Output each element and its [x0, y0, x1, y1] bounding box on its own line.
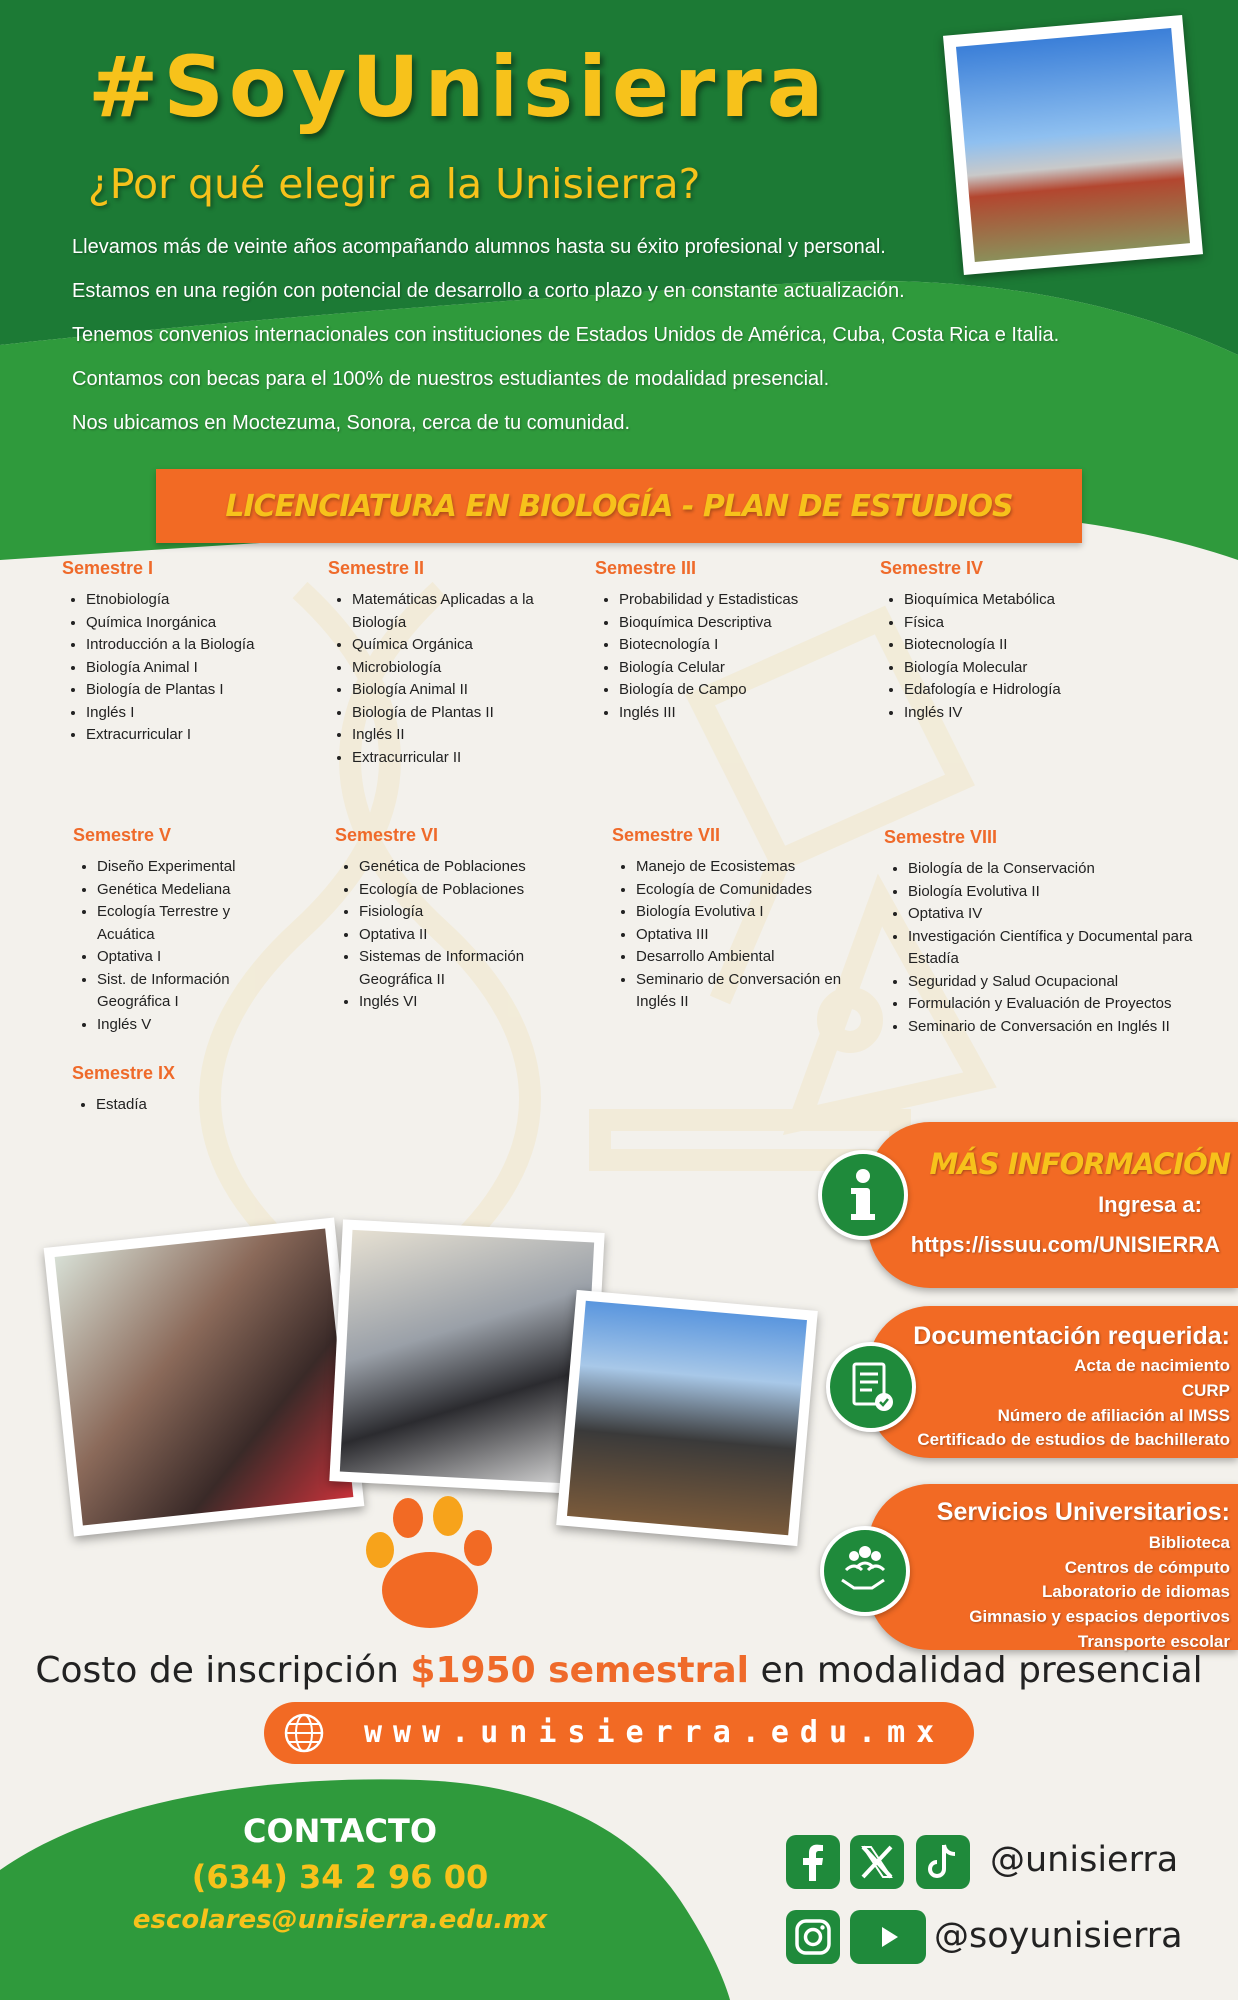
document-check-icon — [826, 1342, 916, 1432]
semester-title: Semestre II — [328, 558, 425, 578]
website-url[interactable]: www.unisierra.edu.mx — [364, 1715, 946, 1750]
course-item: • Optativa IV — [908, 903, 1204, 926]
course-item: • Inglés III — [619, 702, 855, 725]
service-item: Biblioteca — [1148, 1533, 1230, 1552]
course-item: • Ecología de Poblaciones — [359, 879, 570, 902]
course-item: • Microbiología — [352, 657, 568, 680]
document-item: Acta de nacimiento — [1074, 1356, 1230, 1375]
community-hands-icon — [820, 1526, 910, 1616]
facebook-icon[interactable] — [786, 1835, 840, 1889]
contact-phone[interactable]: (634) 34 2 96 00 — [191, 1858, 489, 1896]
course-item: • Física — [904, 612, 1180, 635]
semester-9 — [72, 1063, 282, 1117]
course-item: • Biotecnología II — [904, 634, 1180, 657]
cost-suffix: en modalidad presencial — [760, 1650, 1203, 1691]
semester-title: Semestre IX — [72, 1063, 176, 1083]
subtitle: ¿Por qué elegir a la Unisierra? — [88, 160, 701, 208]
field-photo — [556, 1290, 818, 1546]
semester-title: Semestre VI — [335, 825, 439, 845]
course-item: • Sist. de Información Geográfica I — [97, 969, 283, 1014]
reasons-list — [72, 232, 1059, 452]
students-photo — [44, 1218, 365, 1537]
semester-5 — [73, 825, 283, 1036]
more-info-title: MÁS INFORMACIÓN — [929, 1147, 1230, 1181]
youtube-icon[interactable] — [850, 1910, 926, 1964]
reason-item: Nos ubicamos en Moctezuma, Sonora, cerca de tu comunidad. — [72, 412, 631, 434]
semester-title: Semestre III — [595, 558, 697, 578]
course-item: • Sistemas de Información Geográfica II — [359, 946, 570, 991]
course-item: • Seminario de Conversación en Inglés II — [908, 1016, 1204, 1039]
curriculum-title: LICENCIATURA EN BIOLOGÍA - PLAN DE ESTUDIOS — [225, 488, 1013, 524]
course-item: • Biología de Plantas II — [352, 702, 568, 725]
service-item: Laboratorio de idiomas — [1042, 1582, 1230, 1601]
reason-item: Llevamos más de veinte años acompañando alumnos hasta su éxito profesional y personal. — [72, 236, 886, 258]
course-item: • Biología Evolutiva I — [636, 901, 852, 924]
social-handle-2[interactable]: @soyunisierra — [934, 1916, 1183, 1956]
course-item: • Estadía — [96, 1094, 282, 1117]
course-item: • Genética Medeliana — [97, 879, 283, 902]
document-item: CURP — [1181, 1381, 1230, 1400]
enrollment-cost — [0, 1650, 1238, 1691]
semester-7 — [612, 825, 852, 1014]
contact-title: CONTACTO — [242, 1812, 438, 1850]
reason-item: Tenemos convenios internacionales con instituciones de Estados Unidos de América, Cuba, Costa Rica e Italia. — [72, 324, 1060, 346]
course-item: • Inglés VI — [359, 991, 570, 1014]
course-item: • Manejo de Ecosistemas — [636, 856, 852, 879]
cost-amount: $1950 semestral — [410, 1650, 749, 1691]
course-item: • Etnobiología — [86, 589, 297, 612]
course-item: • Química Orgánica — [352, 634, 568, 657]
course-item: • Ecología de Comunidades — [636, 879, 852, 902]
semester-title: Semestre IV — [880, 558, 984, 578]
course-item: • Extracurricular II — [352, 747, 568, 770]
course-item: • Seminario de Conversación en Inglés II — [636, 969, 852, 1014]
course-item: • Diseño Experimental — [97, 856, 283, 879]
course-item: • Biología Celular — [619, 657, 855, 680]
course-item: • Introducción a la Biología — [86, 634, 297, 657]
course-item: • Fisiología — [359, 901, 570, 924]
semester-3 — [595, 558, 855, 724]
website-pill[interactable] — [264, 1702, 974, 1764]
hashtag-title: #SoyUnisierra — [88, 38, 829, 136]
course-item: • Biología Animal II — [352, 679, 568, 702]
course-item: • Inglés IV — [904, 702, 1180, 725]
more-info-link[interactable]: https://issuu.com/UNISIERRA — [910, 1232, 1220, 1257]
course-item: • Desarrollo Ambiental — [636, 946, 852, 969]
course-item: • Química Inorgánica — [86, 612, 297, 635]
course-item: • Genética de Poblaciones — [359, 856, 570, 879]
semester-title: Semestre VII — [612, 825, 721, 845]
course-item: • Ecología Terrestre y Acuática — [97, 901, 283, 946]
paw-print-icon — [360, 1490, 500, 1640]
cost-prefix: Costo de inscripción — [35, 1650, 399, 1691]
course-item: • Biología Molecular — [904, 657, 1180, 680]
semester-title: Semestre I — [62, 558, 154, 578]
document-item: Certificado de estudios de bachillerato — [917, 1430, 1230, 1449]
semester-title: Semestre VIII — [884, 827, 998, 847]
instagram-icon[interactable] — [786, 1910, 840, 1964]
course-item: • Matemáticas Aplicadas a la Biología — [352, 589, 568, 634]
course-item: • Inglés II — [352, 724, 568, 747]
course-item: • Probabilidad y Estadisticas — [619, 589, 855, 612]
curriculum-banner — [156, 469, 1082, 543]
course-item: • Optativa I — [97, 946, 283, 969]
semester-2 — [328, 558, 568, 769]
semester-6 — [335, 825, 570, 1014]
tiktok-icon[interactable] — [916, 1835, 970, 1889]
course-item: • Optativa III — [636, 924, 852, 947]
globe-icon — [282, 1711, 326, 1755]
course-item: • Biotecnología I — [619, 634, 855, 657]
course-item: • Inglés V — [97, 1014, 283, 1037]
documents-panel — [868, 1306, 1238, 1458]
course-item: • Bioquímica Descriptiva — [619, 612, 855, 635]
social-handle-1[interactable]: @unisierra — [990, 1840, 1179, 1880]
course-item: • Investigación Científica y Documental para Estadía — [908, 926, 1204, 971]
course-item: • Formulación y Evaluación de Proyectos — [908, 993, 1204, 1016]
course-item: • Biología de la Conservación — [908, 858, 1204, 881]
campus-photo — [943, 15, 1203, 275]
reason-item: Estamos en una región con potencial de desarrollo a corto plazo y en constante actualización. — [72, 280, 905, 302]
course-item: • Bioquímica Metabólica — [904, 589, 1180, 612]
course-item: • Inglés I — [86, 702, 297, 725]
more-info-subtitle: Ingresa a: — [1098, 1192, 1202, 1217]
document-item: Número de afiliación al IMSS — [997, 1406, 1230, 1425]
service-item: Transporte escolar — [1077, 1632, 1230, 1651]
semester-1 — [62, 558, 297, 747]
semester-4 — [880, 558, 1180, 724]
more-info-panel — [868, 1122, 1238, 1288]
course-item: • Biología Evolutiva II — [908, 881, 1204, 904]
semester-8 — [884, 827, 1204, 1038]
semester-title: Semestre V — [73, 825, 172, 845]
course-item: • Optativa II — [359, 924, 570, 947]
course-item: • Biología Animal I — [86, 657, 297, 680]
course-item: • Seguridad y Salud Ocupacional — [908, 971, 1204, 994]
service-item: Gimnasio y espacios deportivos — [969, 1607, 1230, 1626]
documents-title: Documentación requerida: — [913, 1322, 1230, 1350]
service-item: Centros de cómputo — [1064, 1558, 1230, 1577]
info-icon — [818, 1150, 908, 1240]
course-item: • Edafología e Hidrología — [904, 679, 1180, 702]
reason-item: Contamos con becas para el 100% de nuestros estudiantes de modalidad presencial. — [72, 368, 830, 390]
course-item: • Biología de Plantas I — [86, 679, 297, 702]
contact-email[interactable]: escolares@unisierra.edu.mx — [132, 1905, 548, 1935]
x-icon[interactable] — [850, 1835, 904, 1889]
course-item: • Biología de Campo — [619, 679, 855, 702]
services-panel — [868, 1484, 1238, 1650]
course-item: • Extracurricular I — [86, 724, 297, 747]
services-title: Servicios Universitarios: — [936, 1498, 1230, 1526]
